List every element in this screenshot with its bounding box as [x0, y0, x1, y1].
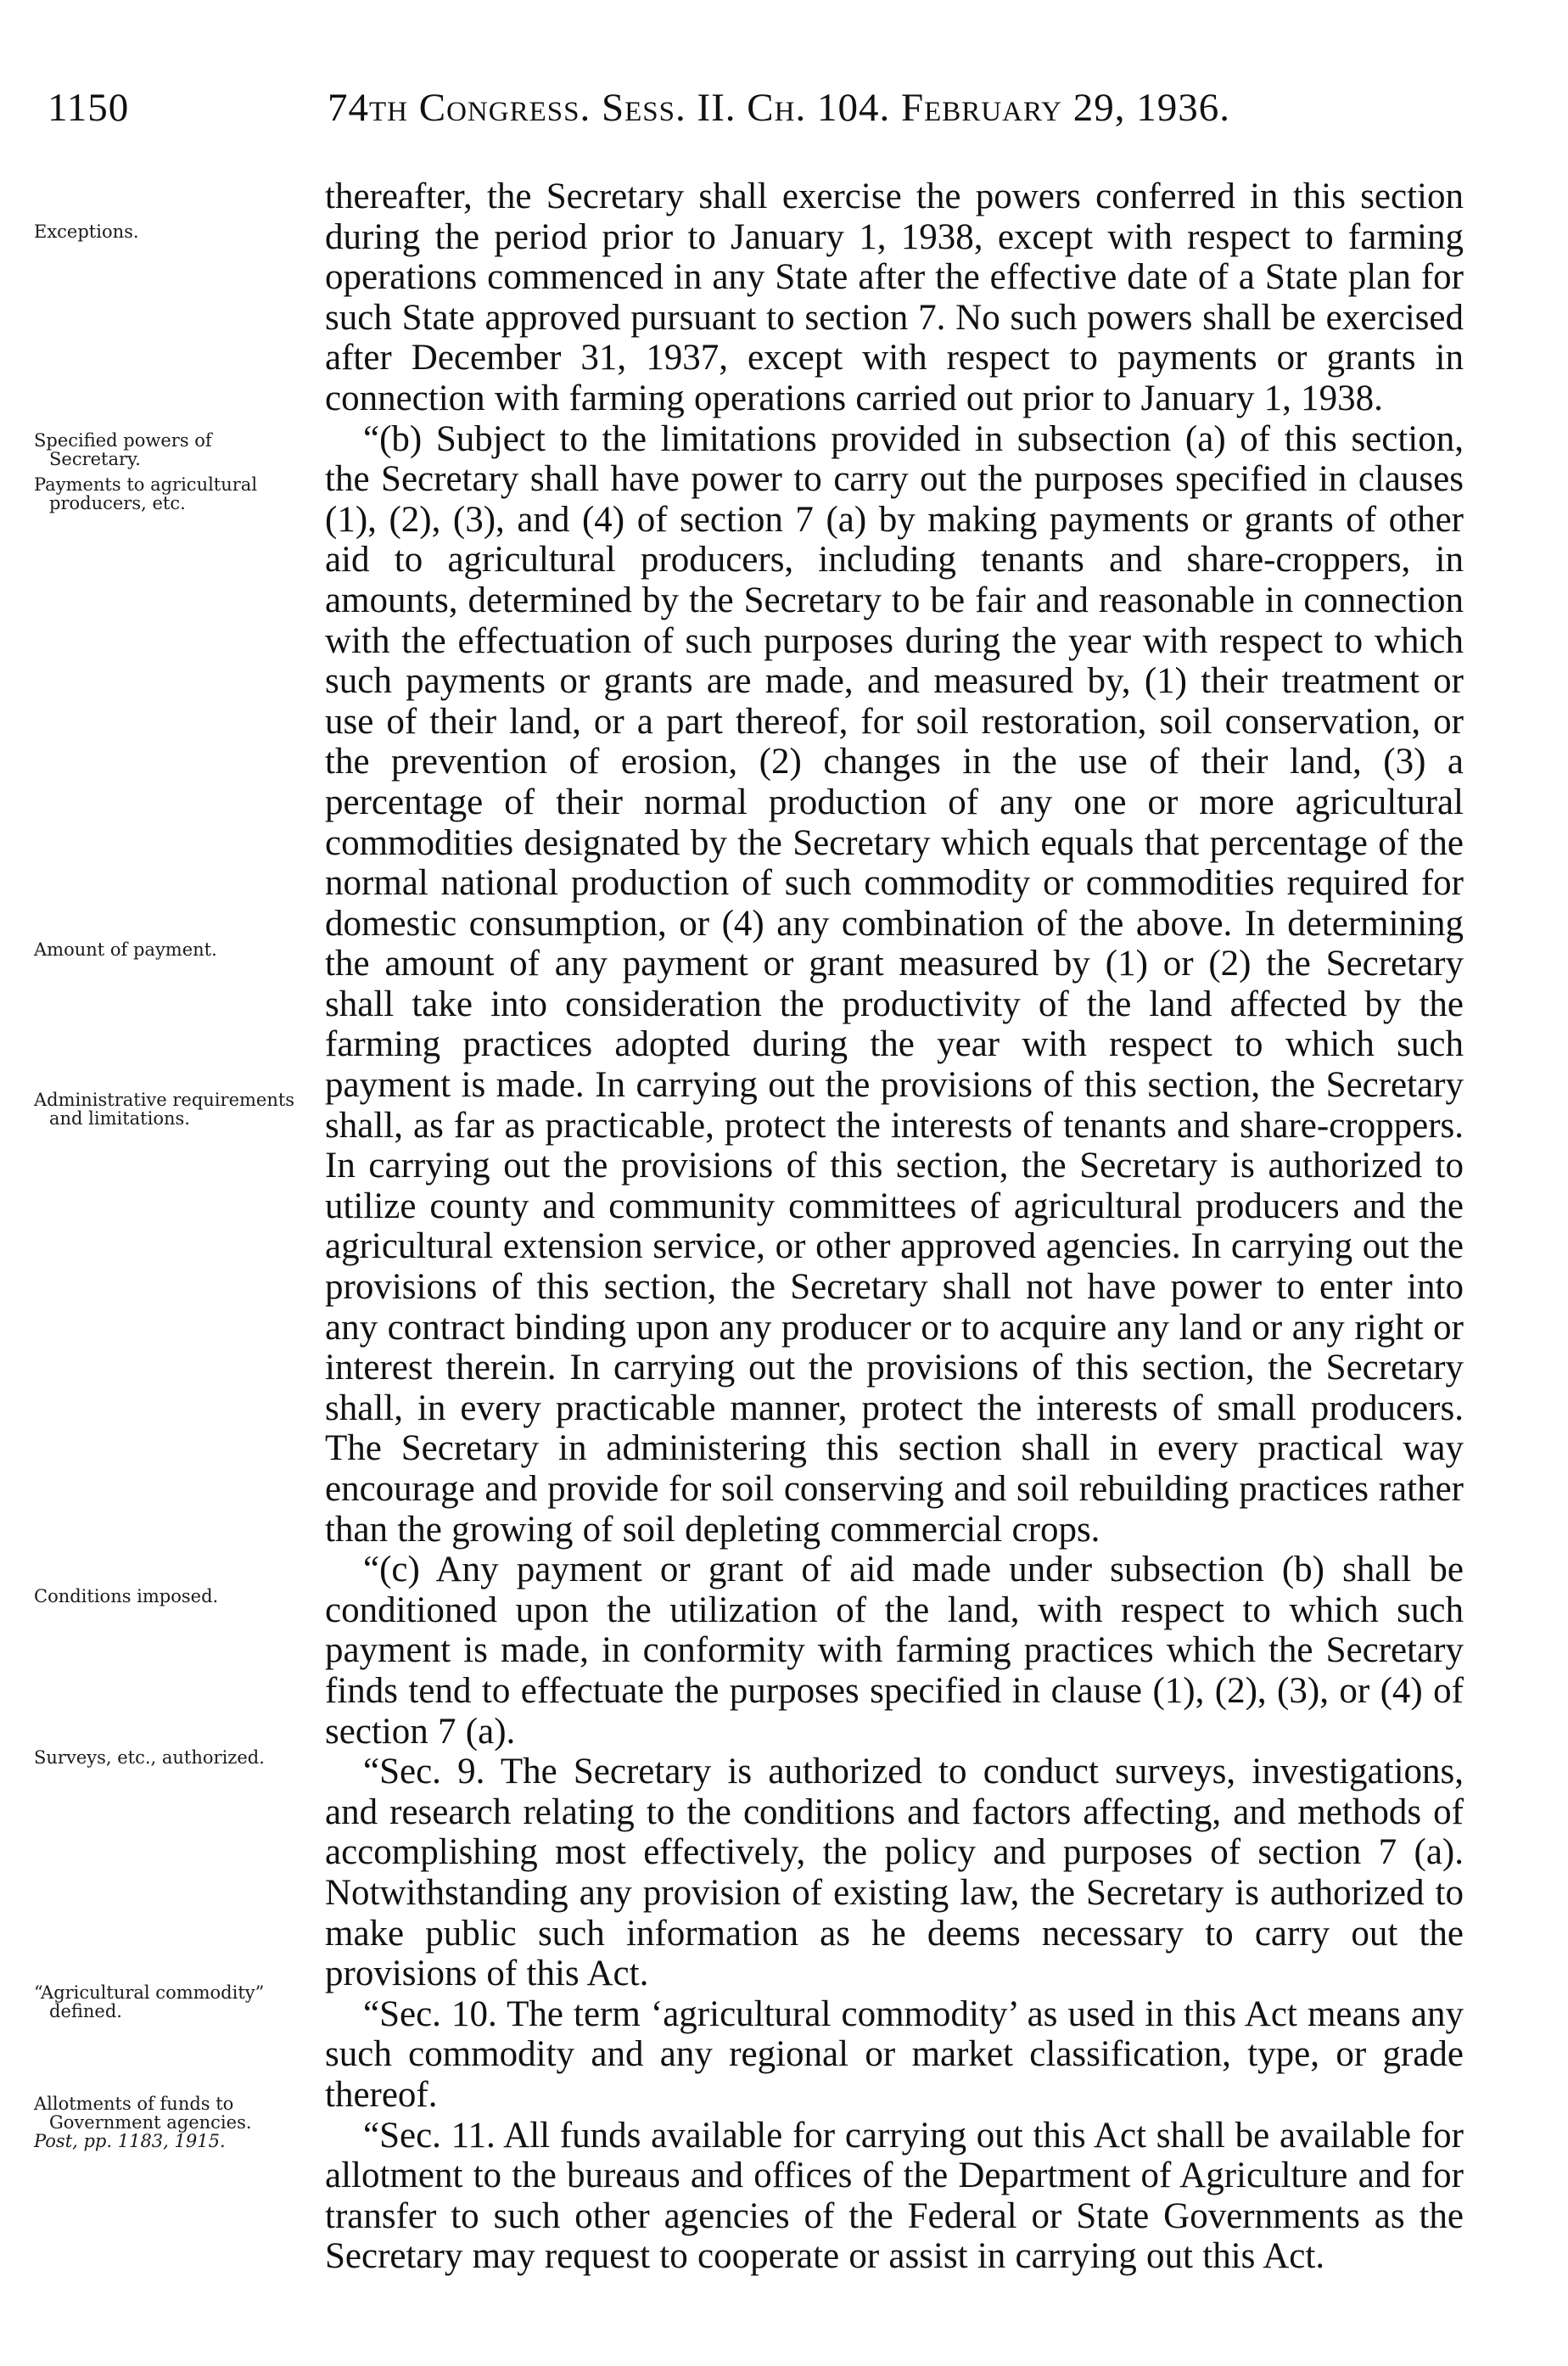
margin-note-allotments: Allotments of funds to Government agencies. Post, pp. 1183, 1915.: [34, 2094, 252, 2151]
margin-note-administrative: Administrative requirements and limitations.: [34, 1090, 295, 1129]
margin-note-agricultural-commodity: “Agricultural commodity” defined.: [34, 1982, 265, 2021]
paragraph-subsection-b: “(b) Subject to the limitations provided in subsection (a) of this section, the Secretary shall have power to carry out the purposes specified in clauses (1), (2), (3), and (4) of section 7 (a) by making payments or grants of other aid to agricultural producers, including tenants and share-croppers, in amounts, determined by the Secretary to be fair and reasonable in connection with the effectuation of such purposes during the year with respect to which such payments or grants are made, and measured by, (1) their treatment or use of their land, or a part thereof, for soil restoration, soil conservation, or the prevention of erosion, (2) changes in the use of their land, (3) a percentage of their normal production of any one or more agricultural commodities designated by the Secretary which equals that percentage of the normal national production of such commodity or commodities required for domestic consumption, or (4) any combination of the above. In determining the amount of any payment or grant measured by (1) or (2) the Secretary shall take into consideration the productivity of the land affected by the farming practices adopted during the year with respect to which such payment is made. In carrying out the provisions of this section, the Secretary shall, as far as practicable, protect the interests of tenants and share-croppers. In carrying out the provisions of this section, the Secretary is authorized to utilize county and community committees of agricultural producers and the agricultural extension service, or other approved agencies. In carrying out the provisions of this section, the Secretary shall not have power to enter into any contract binding upon any producer or to acquire any land or any right or interest therein. In carrying out the provisions of this section, the Secretary shall, in every practicable manner, protect the interests of small producers. The Secretary in administering this section shall in every practical way encourage and provide for soil conserving and soil rebuilding practices rather than the growing of soil depleting commercial crops.: [325, 418, 1464, 1550]
paragraph-section-9: “Sec. 9. The Secretary is authorized to conduct surveys, investigations, and research relating to the conditions and factors affecting, and methods of accomplishing most effectively, the policy and purposes of section 7 (a). Notwithstanding any provision of existing law, the Secretary is authorized to make public such information as he deems necessary to carry out the provisions of this Act.: [325, 1752, 1464, 1994]
page-number: 1150: [48, 86, 130, 130]
margin-note-conditions: Conditions imposed.: [34, 1586, 219, 1606]
margin-note-exceptions: Exceptions.: [34, 221, 139, 242]
paragraph-section-10: “Sec. 10. The term ‘agricultural commodity’ as used in this Act means any such commodity and any regional or market classification, type, or grade thereof.: [325, 1993, 1464, 2115]
chapter-label: Ch. 104.: [747, 86, 891, 130]
margin-note-specified-powers: Specified powers of Secretary.: [34, 430, 212, 469]
congress-label: 74th Congress.: [328, 86, 591, 130]
post-reference: Post, pp. 1183, 1915.: [34, 2131, 226, 2151]
paragraph-subsection-c: “(c) Any payment or grant of aid made under subsection (b) shall be conditioned upon the utilization of the land, with respect to which such payment is made, in conformity with farming practices which the Secretary finds tend to effectuate the purposes specified in clause (1), (2), (3), or (4) of section 7 (a).: [325, 1550, 1464, 1752]
paragraph-section-11: “Sec. 11. All funds available for carrying out this Act shall be available for allotment to the bureaus and offices of the Department of Agriculture and for transfer to such other agencies of the Federal or State Governments as the Secretary may request to cooperate or assist in carrying out this Act.: [325, 2115, 1464, 2277]
running-head: [328, 85, 1230, 131]
margin-note-payments: Payments to agricultural producers, etc.: [34, 474, 258, 513]
statute-text: [325, 177, 1464, 2277]
session-label: Sess. II.: [601, 86, 736, 130]
margin-note-amount: Amount of payment.: [34, 939, 217, 960]
paragraph-continuation: thereafter, the Secretary shall exercise the powers conferred in this section during the period prior to January 1, 1938, except with respect to farming operations commenced in any State after the effective date of a State plan for such State approved pursuant to section 7. No such powers shall be exercised after December 31, 1937, except with respect to payments or grants in connection with farming operations carried out prior to January 1, 1938.: [325, 177, 1464, 418]
margin-note-surveys: Surveys, etc., authorized.: [34, 1747, 265, 1768]
date-label: February 29, 1936.: [900, 86, 1230, 130]
